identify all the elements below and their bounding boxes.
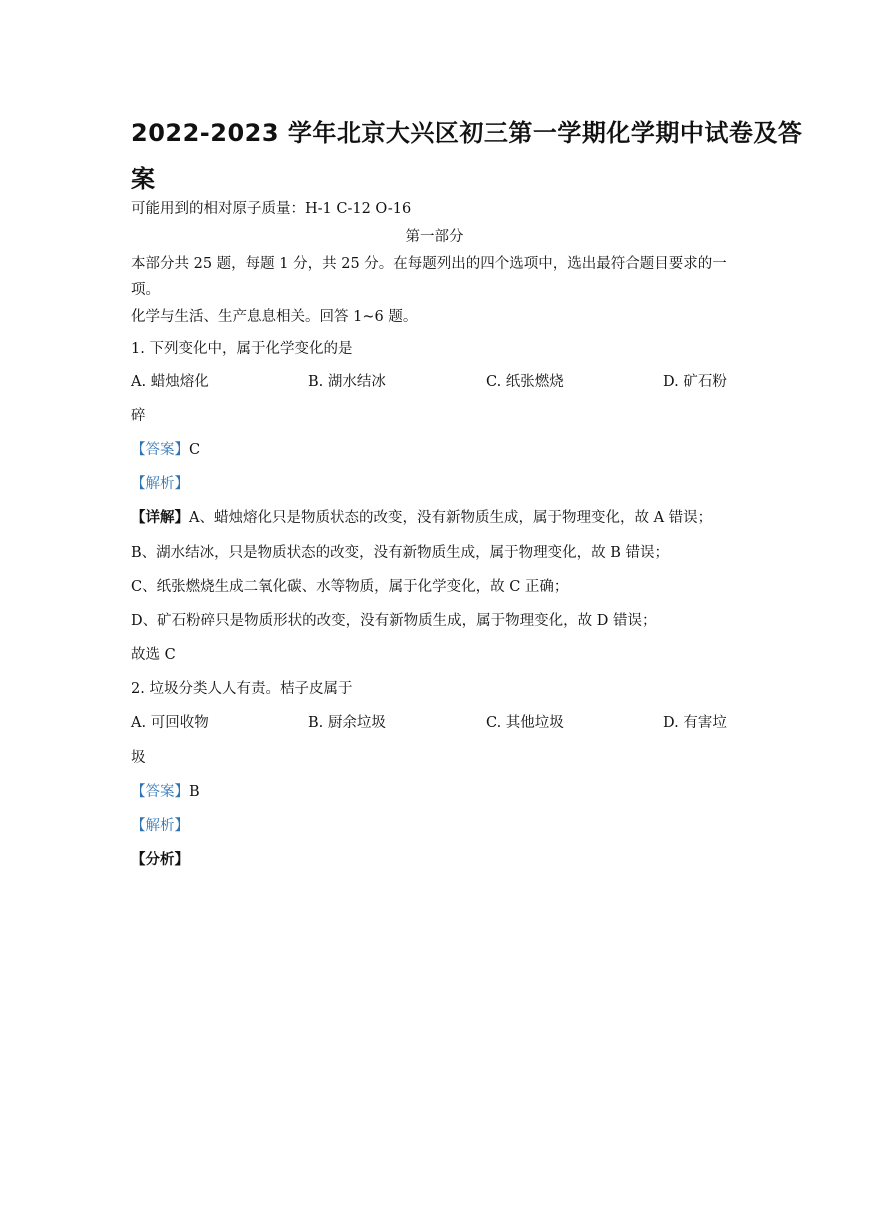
question-1-analysis-label: 【解析】: [131, 476, 189, 492]
question-2-option-wrap: 圾: [131, 750, 146, 766]
instructions-line-1: 本部分共 25 题，每题 1 分，共 25 分。在每题列出的四个选项中，选出最符合题目要求的一: [131, 256, 727, 272]
question-2-stem: 2. 垃圾分类人人有责。桔子皮属于: [131, 681, 353, 697]
instructions-line-2: 项。: [131, 282, 160, 298]
question-1-answer: [131, 440, 200, 460]
answer-label: 【答案】: [131, 442, 189, 458]
question-1-conclusion: 故选 C: [131, 647, 176, 663]
question-1-detail-line-1: [131, 508, 712, 528]
question-1-option-b: B. 湖水结冰: [308, 374, 386, 390]
question-1-stem: 1. 下列变化中，属于化学变化的是: [131, 341, 353, 357]
detail-text: A、蜡烛熔化只是物质状态的改变，没有新物质生成，属于物理变化，故 A 错误；: [189, 510, 713, 526]
question-1-detail-line-2: B、湖水结冰，只是物质状态的改变，没有新物质生成，属于物理变化，故 B 错误；: [131, 545, 670, 561]
detail-label: 【详解】: [131, 509, 189, 526]
question-1-detail-line-4: D、矿石粉碎只是物质形状的改变，没有新物质生成，属于物理变化，故 D 错误；: [131, 613, 657, 629]
question-2-option-c: C. 其他垃圾: [486, 715, 564, 731]
question-1-option-a: A. 蜡烛熔化: [131, 374, 209, 390]
context-note: 化学与生活、生产息息相关。回答 1~6 题。: [131, 309, 418, 325]
question-2-fenxi-label: 【分析】: [131, 851, 189, 868]
document-title-line-1: 2022-2023 学年北京大兴区初三第一学期化学期中试卷及答: [131, 119, 803, 147]
question-1-detail-line-3: C、纸张燃烧生成二氧化碳、水等物质，属于化学变化，故 C 正确；: [131, 579, 569, 595]
answer-value: B: [189, 784, 200, 800]
atomic-mass-note: 可能用到的相对原子质量：H-1 C-12 O-16: [131, 201, 412, 217]
question-2-option-b: B. 厨余垃圾: [308, 715, 386, 731]
answer-label: 【答案】: [131, 784, 189, 800]
document-title-line-2: 案: [131, 165, 156, 193]
question-2-option-d: D. 有害垃: [663, 715, 727, 731]
question-2-analysis-label: 【解析】: [131, 818, 189, 834]
part-heading: 第一部分: [405, 229, 464, 245]
question-2-option-a: A. 可回收物: [131, 715, 209, 731]
question-1-option-c: C. 纸张燃烧: [486, 374, 564, 390]
answer-value: C: [189, 442, 201, 458]
question-1-option-wrap: 碎: [131, 408, 146, 424]
question-2-answer: [131, 782, 200, 802]
question-1-option-d: D. 矿石粉: [663, 374, 727, 390]
